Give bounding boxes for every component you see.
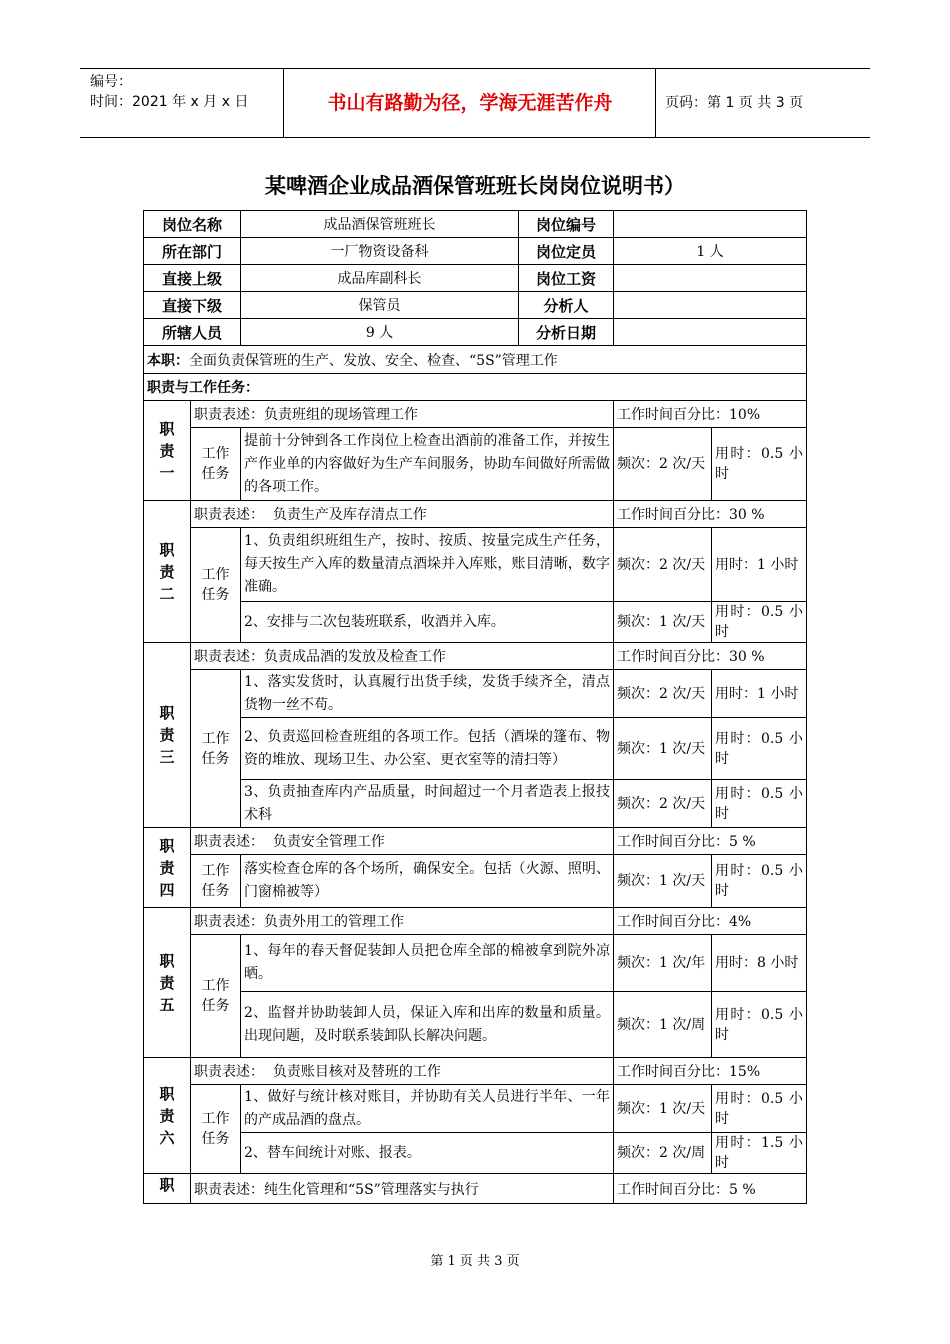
task-row [144,992,807,1058]
duties-heading-row [144,374,807,401]
info-row [144,265,807,292]
duties-heading: 职责与工作任务： [144,374,807,401]
work-task-label: 工作 任务 [191,1085,241,1174]
job-description-table [143,210,807,1204]
task-duration: 用时：0.5 小时 [712,428,807,501]
headcount-label: 岗位定员 [519,238,614,265]
info-row [144,292,807,319]
document-number-label: 编号： [90,74,132,90]
task-text: 1、每年的春天督促装卸人员把仓库全部的棉被拿到院外凉晒。 [241,935,614,992]
duty-time-percentage: 工作时间百分比：10% [614,401,807,428]
duty-label: 职 责 三 [144,643,191,828]
task-text: 落实检查仓库的各个场所，确保安全。包括（火源、照明、门窗棉被等） [241,855,614,908]
task-duration: 用时：0.5 小时 [712,780,807,828]
post-salary-value [614,265,807,292]
task-frequency: 频次：2 次/天 [614,670,712,718]
direct-subordinate-value: 保管员 [241,292,519,319]
duty-statement: 职责表述：负责外用工的管理工作 [191,908,614,935]
task-frequency: 频次：2 次/天 [614,780,712,828]
duty-label: 职 责 五 [144,908,191,1058]
info-row [144,319,807,346]
task-frequency: 频次：1 次/周 [614,992,712,1058]
duty-statement: 职责表述： 负责生产及库存清点工作 [191,501,614,528]
duty-label: 职 责 二 [144,501,191,643]
duty-statement-row [144,643,807,670]
page-footer: 第 1 页 共 3 页 [430,1254,520,1269]
duty-time-percentage: 工作时间百分比：5 % [614,1174,807,1204]
task-duration: 用时：0.5 小时 [712,1085,807,1133]
post-number-value [614,211,807,238]
document-title: 某啤酒企业成品酒保管班班长岗岗位说明书） [265,174,685,198]
analyst-value [614,292,807,319]
task-frequency: 频次：1 次/天 [614,855,712,908]
task-frequency: 频次：2 次/天 [614,528,712,602]
post-name-label: 岗位名称 [144,211,241,238]
duty-time-percentage: 工作时间百分比：15% [614,1058,807,1085]
core-duty-text: 全面负责保管班的生产、发放、安全、检查、“5S”管理工作 [189,352,558,369]
headcount-value: 1 人 [614,238,807,265]
task-row [144,935,807,992]
duty-time-percentage: 工作时间百分比：4% [614,908,807,935]
duty-time-percentage: 工作时间百分比：30 % [614,643,807,670]
task-row [144,780,807,828]
task-row [144,670,807,718]
header-meta [90,72,248,112]
task-row [144,855,807,908]
duty-statement-row [144,828,807,855]
task-frequency: 频次：1 次/天 [614,1085,712,1133]
direct-superior-label: 直接上级 [144,265,241,292]
task-text: 1、做好与统计核对账目，并协助有关人员进行半年、一年的产成品酒的盘点。 [241,1085,614,1133]
task-row [144,528,807,602]
task-text: 2、替车间统计对账、报表。 [241,1133,614,1174]
duty-time-percentage: 工作时间百分比：5 % [614,828,807,855]
duty-statement-row [144,1058,807,1085]
duty-statement: 职责表述：负责成品酒的发放及检查工作 [191,643,614,670]
direct-superior-value: 成品库副科长 [241,265,519,292]
task-text: 2、负责巡回检查班组的各项工作。包括（酒垛的篷布、物资的堆放、现场卫生、办公室、更衣室等的清扫等） [241,718,614,780]
work-task-label: 工作 任务 [191,855,241,908]
task-text: 2、监督并协助装卸人员，保证入库和出库的数量和质量。出现问题，及时联系装卸队长解决问题。 [241,992,614,1058]
work-task-label: 工作 任务 [191,428,241,501]
work-task-label: 工作 任务 [191,935,241,1058]
task-duration: 用时：1 小时 [712,670,807,718]
duty-label: 职 责 六 [144,1058,191,1174]
analysis-date-label: 分析日期 [519,319,614,346]
document-date-label: 时间：2021 年 x 月 x 日 [90,94,249,110]
analysis-date-value [614,319,807,346]
task-row [144,1085,807,1133]
post-number-label: 岗位编号 [519,211,614,238]
duty-statement-row [144,401,807,428]
core-duty-row [144,346,807,374]
task-row [144,602,807,643]
task-text: 3、负责抽查库内产品质量，时间超过一个月者造表上报技术科 [241,780,614,828]
page-header [80,68,870,138]
task-frequency: 频次：1 次/天 [614,718,712,780]
task-frequency: 频次：1 次/天 [614,602,712,643]
task-duration: 用时：8 小时 [712,935,807,992]
department-value: 一厂物资设备科 [241,238,519,265]
task-duration: 用时：1.5 小时 [712,1133,807,1174]
post-salary-label: 岗位工资 [519,265,614,292]
task-text: 2、安排与二次包装班联系，收酒并入库。 [241,602,614,643]
task-text: 1、负责组织班组生产，按时、按质、按量完成生产任务，每天按生产入库的数量清点酒垛并入库账，账目清晰，数字准确。 [241,528,614,602]
analyst-label: 分析人 [519,292,614,319]
task-row [144,1133,807,1174]
duty-statement: 职责表述：负责班组的现场管理工作 [191,401,614,428]
duty-statement: 职责表述：纯生化管理和“5S”管理落实与执行 [191,1174,614,1204]
task-duration: 用时：0.5 小时 [712,855,807,908]
task-frequency: 频次：2 次/周 [614,1133,712,1174]
duty-time-percentage: 工作时间百分比：30 % [614,501,807,528]
header-motto: 书山有路勤为径，学海无涯苦作舟 [327,92,613,114]
task-duration: 用时：0.5 小时 [712,602,807,643]
task-frequency: 频次：1 次/年 [614,935,712,992]
staff-count-label: 所辖人员 [144,319,241,346]
work-task-label: 工作 任务 [191,528,241,643]
duty-label: 职 责 一 [144,401,191,501]
duty-statement-row [144,908,807,935]
duty-statement: 职责表述： 负责账目核对及替班的工作 [191,1058,614,1085]
task-frequency: 频次：2 次/天 [614,428,712,501]
task-duration: 用时：1 小时 [712,528,807,602]
task-duration: 用时：0.5 小时 [712,718,807,780]
header-page-indicator: 页码：第 1 页 共 3 页 [665,95,804,111]
core-duty-cell [144,346,807,374]
duty-label: 职 [144,1174,191,1204]
direct-subordinate-label: 直接下级 [144,292,241,319]
post-name-value: 成品酒保管班班长 [241,211,519,238]
duty-label: 职 责 四 [144,828,191,908]
task-text: 1、落实发货时，认真履行出货手续，发货手续齐全，清点货物一丝不苟。 [241,670,614,718]
task-row [144,718,807,780]
department-label: 所在部门 [144,238,241,265]
duty-statement-row [144,501,807,528]
info-row [144,238,807,265]
work-task-label: 工作 任务 [191,670,241,828]
duty-statement: 职责表述： 负责安全管理工作 [191,828,614,855]
staff-count-value: 9 人 [241,319,519,346]
duty-statement-row [144,1174,807,1204]
core-duty-label: 本职： [147,352,189,369]
info-row [144,211,807,238]
task-text: 提前十分钟到各工作岗位上检查出酒前的准备工作，并按生产作业单的内容做好为生产车间服务，协助车间做好所需做的各项工作。 [241,428,614,501]
task-row [144,428,807,501]
task-duration: 用时：0.5 小时 [712,992,807,1058]
